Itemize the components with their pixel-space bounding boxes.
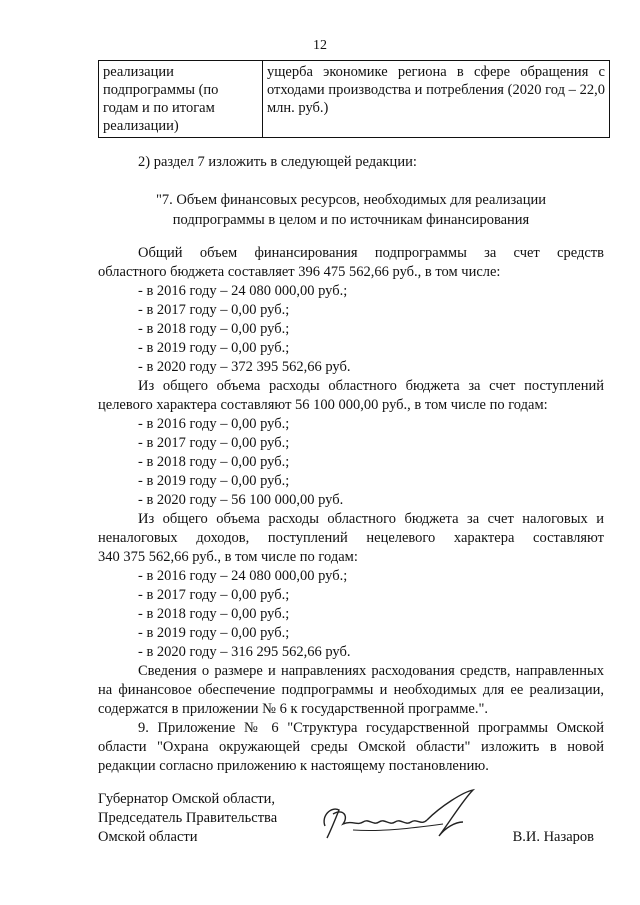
list-item: - в 2016 году – 0,00 руб.; [138, 416, 290, 432]
paragraph-total-funding: Общий объем финансирования подпрограммы за счет средств областного бюджета составляет 396 475 562,66 руб., в том числе: - в 2016 году – 24 080 000,00 руб.; - в 2017 году – 0,00 руб.; - в 2018 году – 0,00 руб.; - в 2019 году – 0,00 руб.; - в 2020 году – 372 395 562,66 руб. [98, 245, 604, 375]
list-item: - в 2017 году – 0,00 руб.; [138, 435, 290, 451]
list-item: - в 2016 году – 24 080 000,00 руб.; [138, 283, 348, 299]
paragraph-targeted-funding: Из общего объема расходы областного бюджета за счет поступлений целевого характера составляют 56 100 000,00 руб., в том числе по годам: - в 2016 году – 0,00 руб.; - в 2017 году – 0,00 руб.; - в 2018 году – 0,00 руб.; - в 2019 году – 0,00 руб.; - в 2020 году – 56 100 000,00 руб. [98, 378, 604, 508]
list-item: - в 2019 году – 0,00 руб.; [138, 473, 290, 489]
list-item: - в 2017 году – 0,00 руб.; [138, 587, 290, 603]
list-item: - в 2018 году – 0,00 руб.; [138, 321, 290, 337]
signature-block [98, 790, 604, 860]
table-cell-right: ущерба экономике региона в сфере обращения с отходами производства и потребления (2020 год – 22,0 млн. руб.) [263, 61, 610, 138]
paragraph-tax-funding: Из общего объема расходы областного бюджета за счет налоговых и неналоговых доходов, поступлений нецелевого характера составляют 340 375 562,66 руб., в том числе по годам: - в 2016 году – 24 080 000,00 руб.; - в 2017 году – 0,00 руб.; - в 2018 году – 0,00 руб.; - в 2019 году – 0,00 руб.; - в 2020 году – 316 295 562,66 руб. [98, 511, 604, 660]
list-item: - в 2019 году – 0,00 руб.; [138, 625, 290, 641]
paragraph-expenditure-info: Сведения о размере и направлениях расходования средств, направленных на финансовое обеспечение подпрограммы и необходимых для ее реализации, содержатся в приложении № 6 к государственной программе.". [98, 663, 604, 717]
list-item: - в 2016 году – 24 080 000,00 руб.; [138, 568, 348, 584]
list-item: - в 2020 году – 316 295 562,66 руб. [138, 644, 351, 660]
list-item: - в 2020 году – 372 395 562,66 руб. [138, 359, 351, 375]
table-cell-left: реализации подпрограммы (по годам и по итогам реализации) [99, 61, 263, 138]
section-heading: "7. Объем финансовых ресурсов, необходимых для реализации подпрограммы в целом и по источникам финансирования [156, 192, 546, 228]
document-body [98, 153, 604, 776]
table-fragment [98, 60, 610, 138]
page-number: 12 [313, 38, 327, 53]
handwritten-signature [313, 786, 483, 848]
list-item: - в 2018 году – 0,00 руб.; [138, 606, 290, 622]
signatory-title: Губернатор Омской области, Председатель Правительства Омской области [98, 791, 278, 845]
list-item: - в 2018 году – 0,00 руб.; [138, 454, 290, 470]
list-item: - в 2017 году – 0,00 руб.; [138, 302, 290, 318]
paragraph-appendix-6: 9. Приложение № 6 "Структура государственной программы Омской области "Охрана окружающей среды Омской области" изложить в новой редакции согласно приложению к настоящему постановлению. [98, 720, 604, 774]
signatory-name: В.И. Назаров [512, 829, 594, 845]
list-item: - в 2020 году – 56 100 000,00 руб. [138, 492, 344, 508]
table-row [99, 61, 610, 138]
list-item: - в 2019 году – 0,00 руб.; [138, 340, 290, 356]
section-intro: 2) раздел 7 изложить в следующей редакции: [138, 154, 417, 170]
